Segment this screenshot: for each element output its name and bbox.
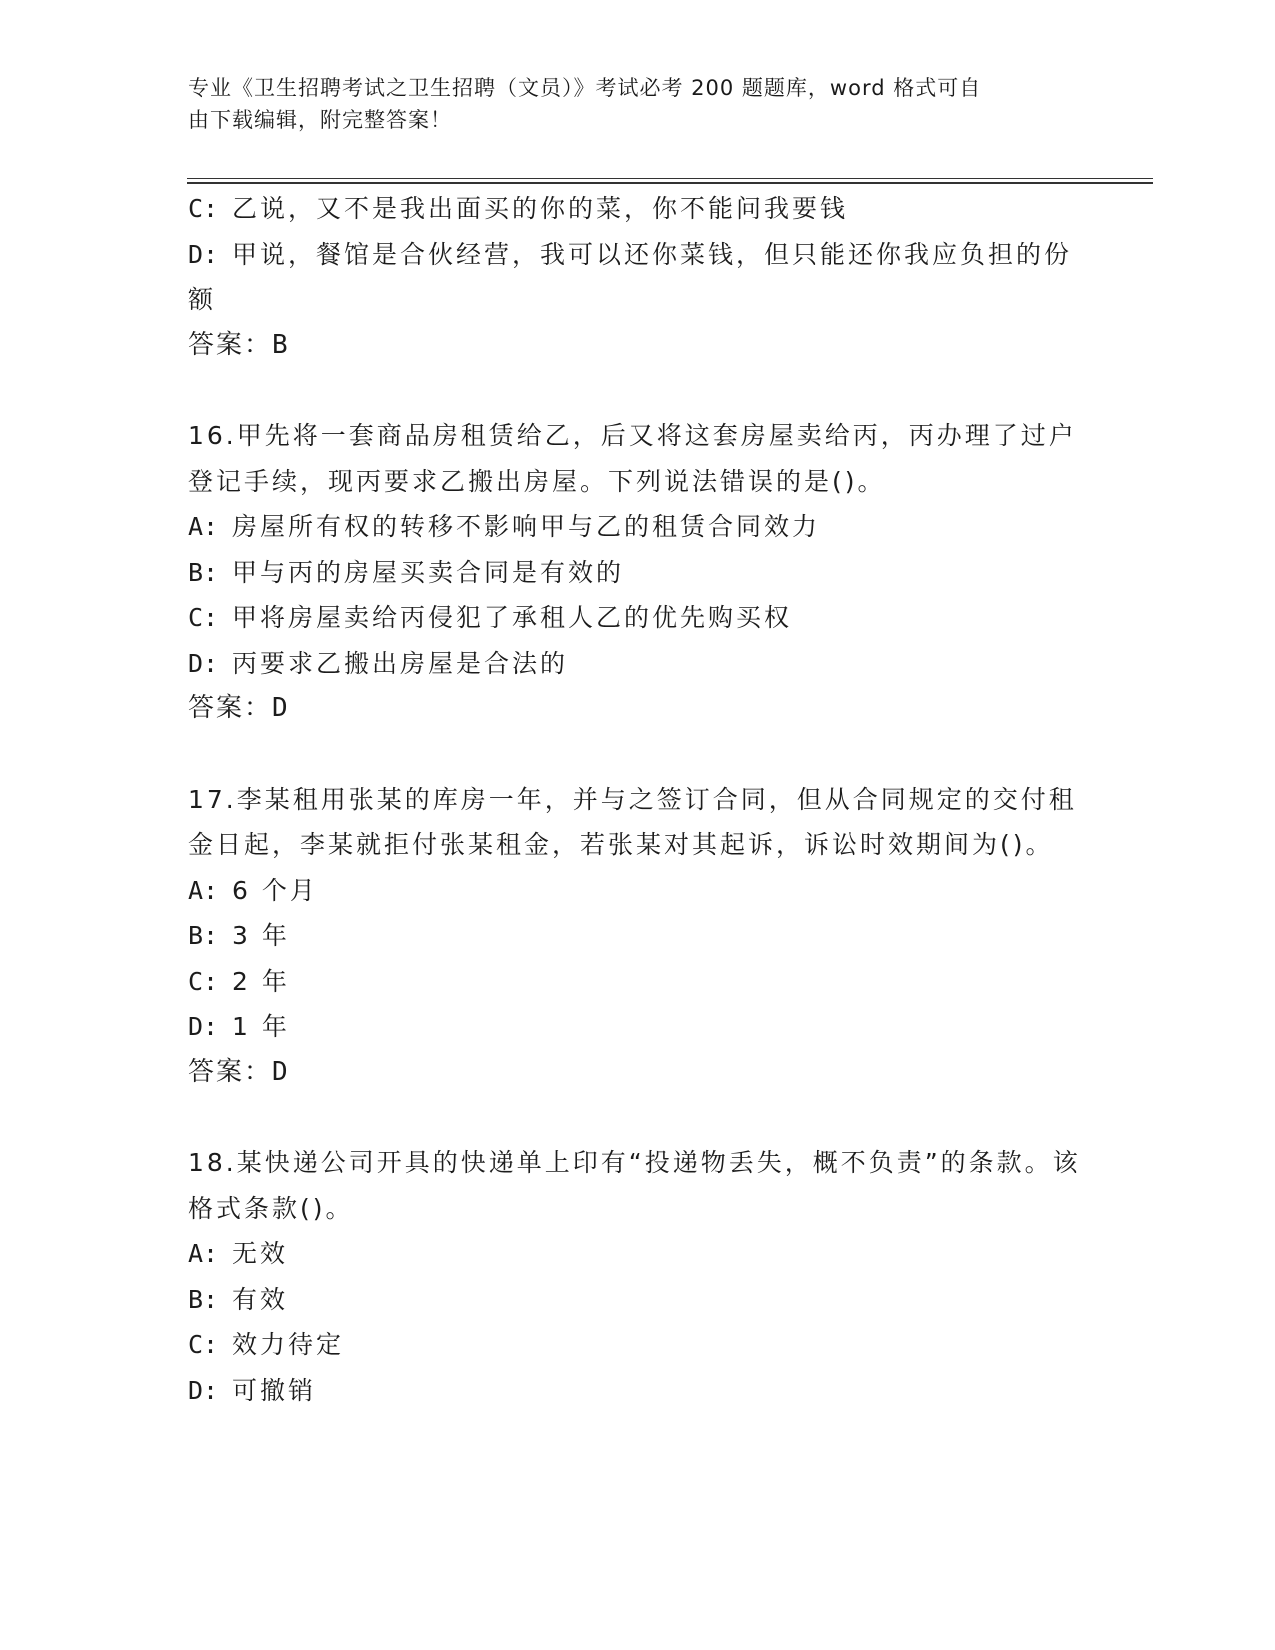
answer-line [188,1050,1088,1096]
option-text: 房屋所有权的转移不影响甲与乙的租赁合同效力 [232,512,821,541]
option-letter: B: [188,1284,219,1314]
header-title-line-2: 由下载编辑，附完整答案！ [188,108,452,132]
question-stem: 17.李某租用张某的库房一年，并与之签订合同，但从合同规定的交付租金日起，李某就拒付张某租金，若张某对其起诉，诉讼时效期间为()。 [188,784,1077,859]
answer-value: D [272,693,290,723]
option-text: 3 年 [232,921,290,950]
header-divider-thin [187,178,1153,179]
answer-line [188,323,1088,369]
option-text: 丙要求乙搬出房屋是合法的 [232,648,569,678]
question-spacer [188,1095,1088,1140]
option-letter: C: [188,1330,219,1359]
option-letter: A: [188,512,219,541]
option-text: 效力待定 [232,1330,345,1359]
option-text: 甲将房屋卖给丙侵犯了承租人乙的优先购买权 [232,603,793,632]
option-text: 乙说，又不是我出面买的你的菜，你不能问我要钱 [232,194,849,223]
option-a [188,868,1088,914]
option-b [188,913,1088,959]
option-b [188,1277,1088,1323]
option-d [188,1004,1088,1050]
question-spacer [188,732,1088,777]
question-18 [188,1140,1088,1413]
question-15 [188,186,1088,368]
option-text: 1 年 [232,1012,290,1041]
answer-label: 答案： [188,1056,273,1087]
question-stem: 16.甲先将一套商品房租赁给乙，后又将这套房屋卖给丙，丙办理了过户登记手续，现丙要求乙搬出房屋。下列说法错误的是()。 [188,421,1077,496]
option-letter: D: [188,648,219,678]
answer-label: 答案： [188,693,273,723]
option-d [188,232,1088,323]
question-content [188,186,1088,1413]
header-divider-thick [187,182,1153,184]
question-spacer [188,368,1088,413]
question-16 [188,413,1088,732]
option-text: 有效 [232,1284,289,1314]
option-letter: D: [188,239,219,269]
option-d [188,641,1088,687]
option-text: 可撤销 [232,1375,317,1405]
question-stem: 18.某快递公司开具的快递单上印有“投递物丢失，概不负责”的条款。该格式条款()。 [188,1148,1081,1223]
header-title-line-1: 专业《卫生招聘考试之卫生招聘（文员）》考试必考 200 题题库，word 格式可自 [188,76,982,100]
option-a [188,1231,1088,1277]
option-letter: C: [188,603,219,632]
option-text: 无效 [232,1239,289,1268]
option-d [188,1368,1088,1414]
option-c [188,186,1088,232]
option-text: 2 年 [232,966,290,996]
option-letter: D: [188,1375,219,1405]
option-letter: A: [188,875,219,905]
answer-line [188,686,1088,732]
answer-value: D [272,1056,290,1087]
option-a [188,504,1088,550]
document-header [188,72,1068,136]
option-text: 6 个月 [232,875,318,905]
answer-value: B [272,329,290,360]
option-b [188,550,1088,596]
option-letter: A: [188,1239,219,1268]
option-c [188,1322,1088,1368]
option-letter: B: [188,557,219,587]
answer-label: 答案： [188,329,273,360]
option-text: 甲与丙的房屋买卖合同是有效的 [232,557,625,587]
option-letter: C: [188,194,219,223]
question-17 [188,777,1088,1096]
option-letter: C: [188,966,219,996]
option-letter: B: [188,921,219,950]
option-letter: D: [188,1012,219,1041]
option-text: 甲说，餐馆是合伙经营，我可以还你菜钱，但只能还你我应负担的份额 [188,239,1073,314]
option-c [188,959,1088,1005]
option-c [188,595,1088,641]
